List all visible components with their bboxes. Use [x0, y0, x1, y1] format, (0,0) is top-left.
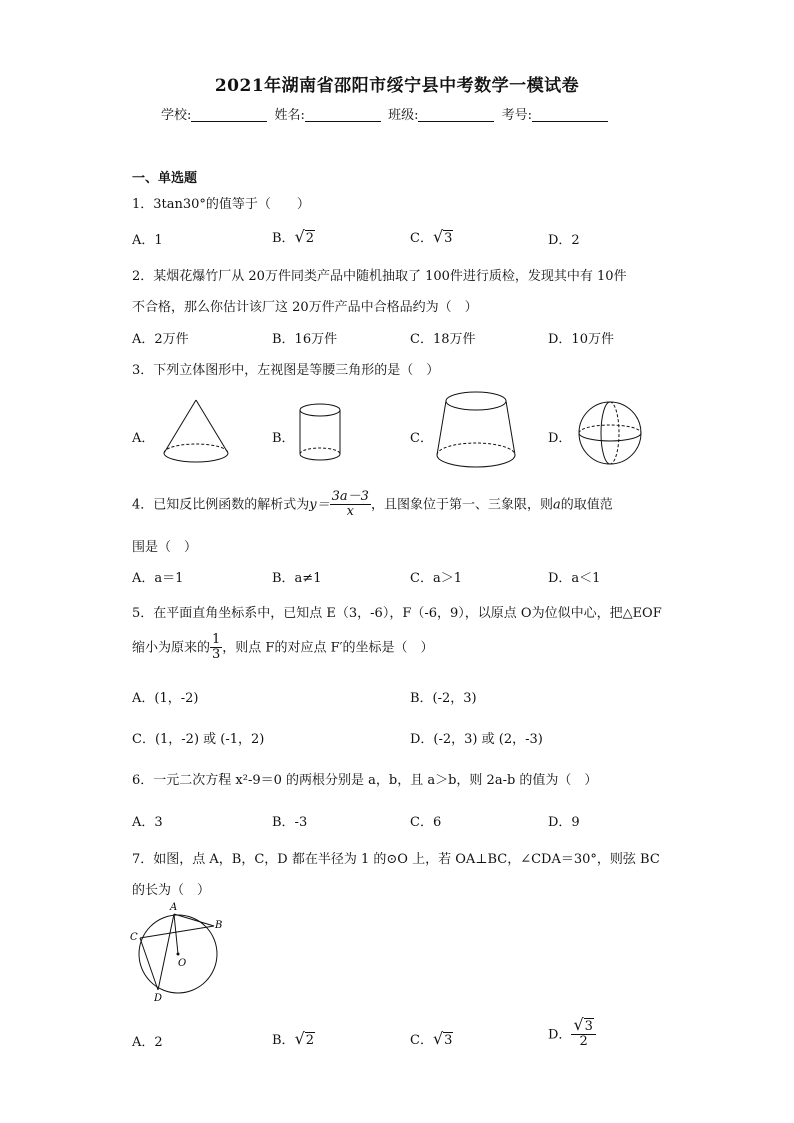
school-label: 学校: [161, 108, 192, 123]
question-3-stem: 3．下列立体图形中，左视图是等腰三角形的是（ ） [132, 363, 440, 378]
q2-option-a: A．2万件 [132, 332, 189, 347]
section-heading: 一、单选题 [132, 171, 198, 186]
q1-option-d: D．2 [548, 233, 580, 248]
school-blank[interactable] [191, 108, 267, 122]
class-blank[interactable] [418, 108, 494, 122]
question-4-line-2: 围是（ ） [132, 540, 198, 555]
fraction: $\frac{3a-3}{x}$ [331, 489, 369, 520]
question-2-line-1: 2．某烟花爆竹厂从 20万件同类产品中随机抽取了 100件进行质检，发现其中有 10件 [132, 269, 627, 284]
q5-option-d: D．(-2，3) 或 (2，-3) [410, 732, 543, 747]
q2-option-d: D．10万件 [548, 332, 614, 347]
question-4-line-1: 4．已知反比例函数的解析式为y＝ $\frac{3a-3}{x}$ ，且图象位于第一、三象限，则a的取值范 [132, 489, 613, 520]
label-a: A [170, 902, 178, 913]
q1-option-a: A．1 [132, 233, 163, 248]
sqrt-symbol: √3 [573, 1015, 593, 1034]
student-info-line [161, 104, 611, 123]
sqrt-symbol: √3 [432, 1029, 453, 1048]
q3-option-a: A． [132, 431, 155, 446]
q4-option-b: B．a≠1 [272, 571, 322, 586]
frustum-figure [434, 390, 524, 476]
fraction: $\frac{√3}{2}$ [571, 1016, 595, 1050]
q2-option-b: B．16万件 [272, 332, 338, 347]
question-7-line-2: 的长为（ ） [132, 883, 211, 898]
question-6-stem: 6．一元二次方程 x²-9＝0 的两根分别是 a，b，且 a＞b，则 2a-b 的值为（ ） [132, 773, 598, 788]
q3-option-d: D． [548, 431, 572, 446]
question-7-line-1: 7．如图，点 A，B，C，D 都在半径为 1 的⊙O 上，若 OA⊥BC，∠CDA＝30°，则弦 BC [132, 852, 660, 867]
q6-option-d: D．9 [548, 815, 580, 830]
question-5-line-2: 缩小为原来的 $\frac{1}{3}$ ，则点 F的对应点 F′的坐标是（ ） [132, 632, 434, 663]
q7-option-a: A．2 [132, 1035, 163, 1050]
cylinder-figure [298, 402, 348, 468]
label-c: C [130, 932, 138, 943]
q3-option-b: B． [272, 431, 295, 446]
question-1-stem: 1．3tan30°的值等于（ ） [132, 197, 310, 212]
question-5-line-1: 5．在平面直角坐标系中，已知点 E（3，-6），F（-6，9），以原点 O为位似中心，把△EOF [132, 606, 662, 621]
name-label: 姓名: [274, 108, 305, 123]
label-o: O [178, 958, 187, 969]
q7-option-c: C．√3 [410, 1029, 453, 1048]
q6-option-b: B．-3 [272, 815, 308, 830]
question-2-line-2: 不合格，那么你估计该厂这 20万件产品中合格品约为（ ） [132, 300, 478, 315]
q3-option-c: C． [410, 431, 433, 446]
q4-option-c: C．a＞1 [410, 571, 462, 586]
q1-option-b: B．√2 [272, 227, 315, 246]
cone-figure [160, 398, 240, 468]
q5-option-b: B．(-2，3) [410, 691, 477, 706]
circle-geometry-figure [128, 898, 228, 1006]
label-b: B [215, 920, 223, 931]
class-label: 班级: [388, 108, 419, 123]
sphere-figure [576, 400, 648, 470]
q6-option-a: A．3 [132, 815, 163, 830]
q4-option-d: D．a＜1 [548, 571, 601, 586]
page-title: 2021年湖南省邵阳市绥宁县中考数学一模试卷 [214, 76, 580, 96]
exam-number-blank[interactable] [532, 108, 608, 122]
label-d: D [154, 993, 163, 1004]
q4-option-a: A．a＝1 [132, 571, 184, 586]
q7-option-b: B．√2 [272, 1029, 315, 1048]
q7-option-d: D． $\frac{√3}{2}$ [548, 1016, 596, 1050]
fraction: $\frac{1}{3}$ [212, 632, 221, 663]
name-blank[interactable] [305, 108, 381, 122]
q2-option-c: C．18万件 [410, 332, 476, 347]
q1-option-c: C．√3 [410, 227, 453, 246]
sqrt-symbol: √2 [294, 227, 315, 246]
q5-option-c: C．(1，-2) 或 (-1，2) [132, 732, 265, 747]
q5-option-a: A．(1，-2) [132, 691, 199, 706]
exam-number-label: 考号: [501, 108, 532, 123]
q6-option-c: C．6 [410, 815, 442, 830]
sqrt-symbol: √2 [294, 1029, 315, 1048]
sqrt-symbol: √3 [432, 227, 453, 246]
